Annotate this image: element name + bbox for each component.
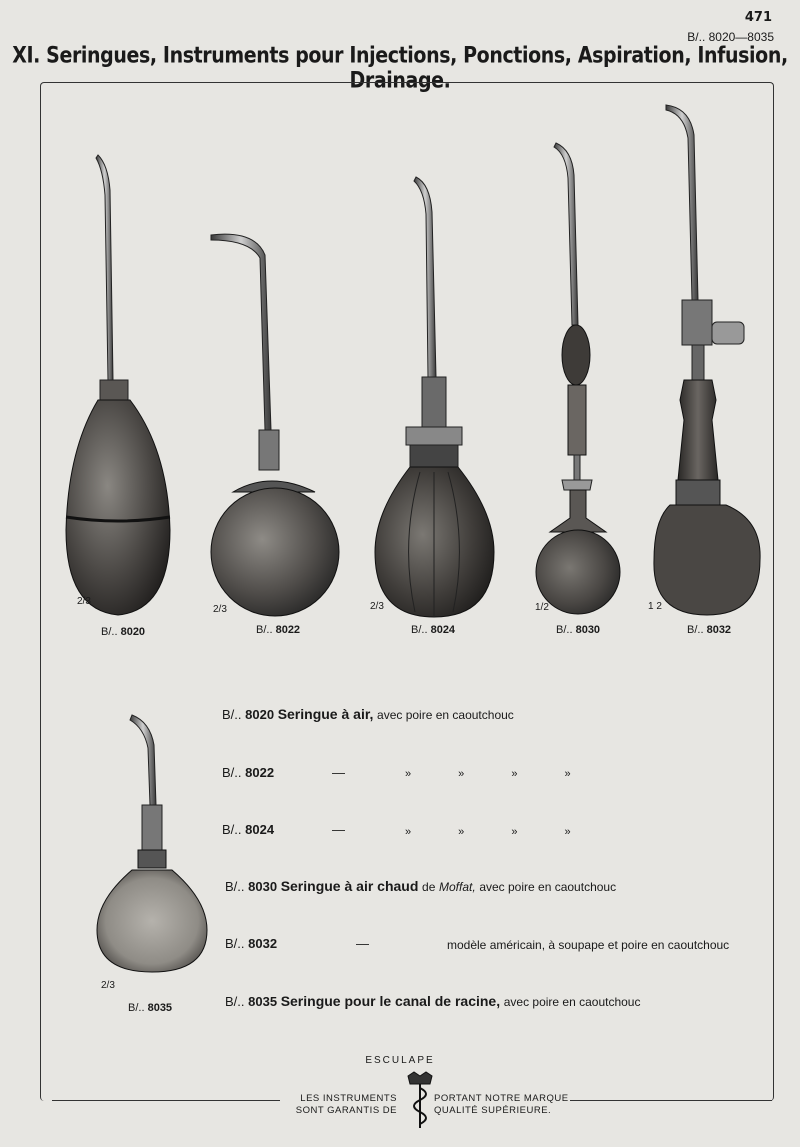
figure-prefix: B/.. [687,624,704,636]
figure-code: 8022 [275,624,301,636]
scale-8020: 2/3 [77,596,91,607]
item-detail-em: Moffat, [439,880,476,894]
item-8022-dash: — [332,765,345,780]
item-code: 8020 [245,707,275,722]
figure-code: 8035 [147,1002,173,1014]
scale-8035: 2/3 [101,980,115,991]
syringe-8035-illustration [92,710,212,1000]
item-detail-a: de [422,880,436,894]
item-code: 8024 [245,822,275,837]
item-name: Seringue à air, [277,706,374,722]
item-detail: avec poire en caoutchouc [377,708,514,722]
figure-label-8032 [687,624,731,636]
item-code: 8030 [248,879,278,894]
item-code: 8035 [248,994,278,1009]
figure-code: 8030 [575,624,601,636]
figure-label-8024 [411,624,455,636]
figure-prefix: B/.. [128,1002,145,1014]
item-8020 [222,706,514,722]
item-detail-b: avec poire en caoutchouc [479,880,617,894]
item-prefix: B/.. [222,707,242,722]
frame-bottom-right [570,1100,772,1101]
item-prefix: B/.. [222,765,242,780]
figure-code: 8024 [430,624,456,636]
item-8022 [222,765,274,780]
frame-bottom-left [52,1100,280,1101]
item-8024-dash: — [332,822,345,837]
scale-8032: 1 2 [648,601,662,612]
syringe-8032-illustration [652,100,767,620]
catalog-range: B/.. 8020—8035 [687,30,774,44]
page-number: 471 [744,10,772,25]
guarantee-left-line2: SONT GARANTIS DE [295,1105,397,1116]
item-detail: avec poire en caoutchouc [503,995,641,1009]
figure-label-8035 [128,1002,172,1014]
item-8030 [225,878,616,894]
figure-prefix: B/.. [411,624,428,636]
figure-label-8030 [556,624,600,636]
scale-8024: 2/3 [370,601,384,612]
item-prefix: B/.. [225,879,245,894]
guarantee-right [434,1093,569,1117]
figure-prefix: B/.. [256,624,273,636]
figure-code: 8032 [706,624,732,636]
item-name: Seringue pour le canal de racine, [280,993,501,1009]
guarantee-left [290,1093,397,1117]
item-name: Seringue à air chaud [280,878,419,894]
brand-name: ESCULAPE [365,1055,435,1066]
figure-code: 8020 [120,626,146,638]
guarantee-right-line1: PORTANT NOTRE MARQUE [434,1093,569,1104]
item-prefix: B/.. [222,822,242,837]
item-8032 [225,936,277,951]
figure-prefix: B/.. [556,624,573,636]
item-8024-ditto: » » » » [405,826,593,838]
item-prefix: B/.. [225,994,245,1009]
item-prefix: B/.. [225,936,245,951]
guarantee-right-line2: QUALITÉ SUPÉRIEURE. [434,1105,552,1116]
scale-8022: 2/3 [213,604,227,615]
syringe-8022-illustration [205,230,350,625]
item-8024 [222,822,274,837]
figure-label-8022 [256,624,300,636]
syringe-8020-illustration [58,150,183,625]
item-8022-ditto: » » » » [405,768,593,780]
item-8032-detail [447,937,729,952]
item-code: 8022 [245,765,275,780]
figure-prefix: B/.. [101,626,118,638]
syringe-8024-illustration [370,172,505,622]
syringe-8030-illustration [530,140,630,615]
section-title: XI. Seringues, Instruments pour Injections, Ponctions, Aspiration, Infusion, Drainage. [12,42,788,94]
scale-8030: 1/2 [535,602,549,613]
item-detail: modèle américain, à soupape et poire en caoutchouc [447,938,730,952]
item-8032-dash: — [356,936,369,951]
figure-label-8020 [101,626,145,638]
item-8035 [225,993,640,1009]
item-code: 8032 [248,936,278,951]
guarantee-left-line1: LES INSTRUMENTS [300,1093,397,1104]
